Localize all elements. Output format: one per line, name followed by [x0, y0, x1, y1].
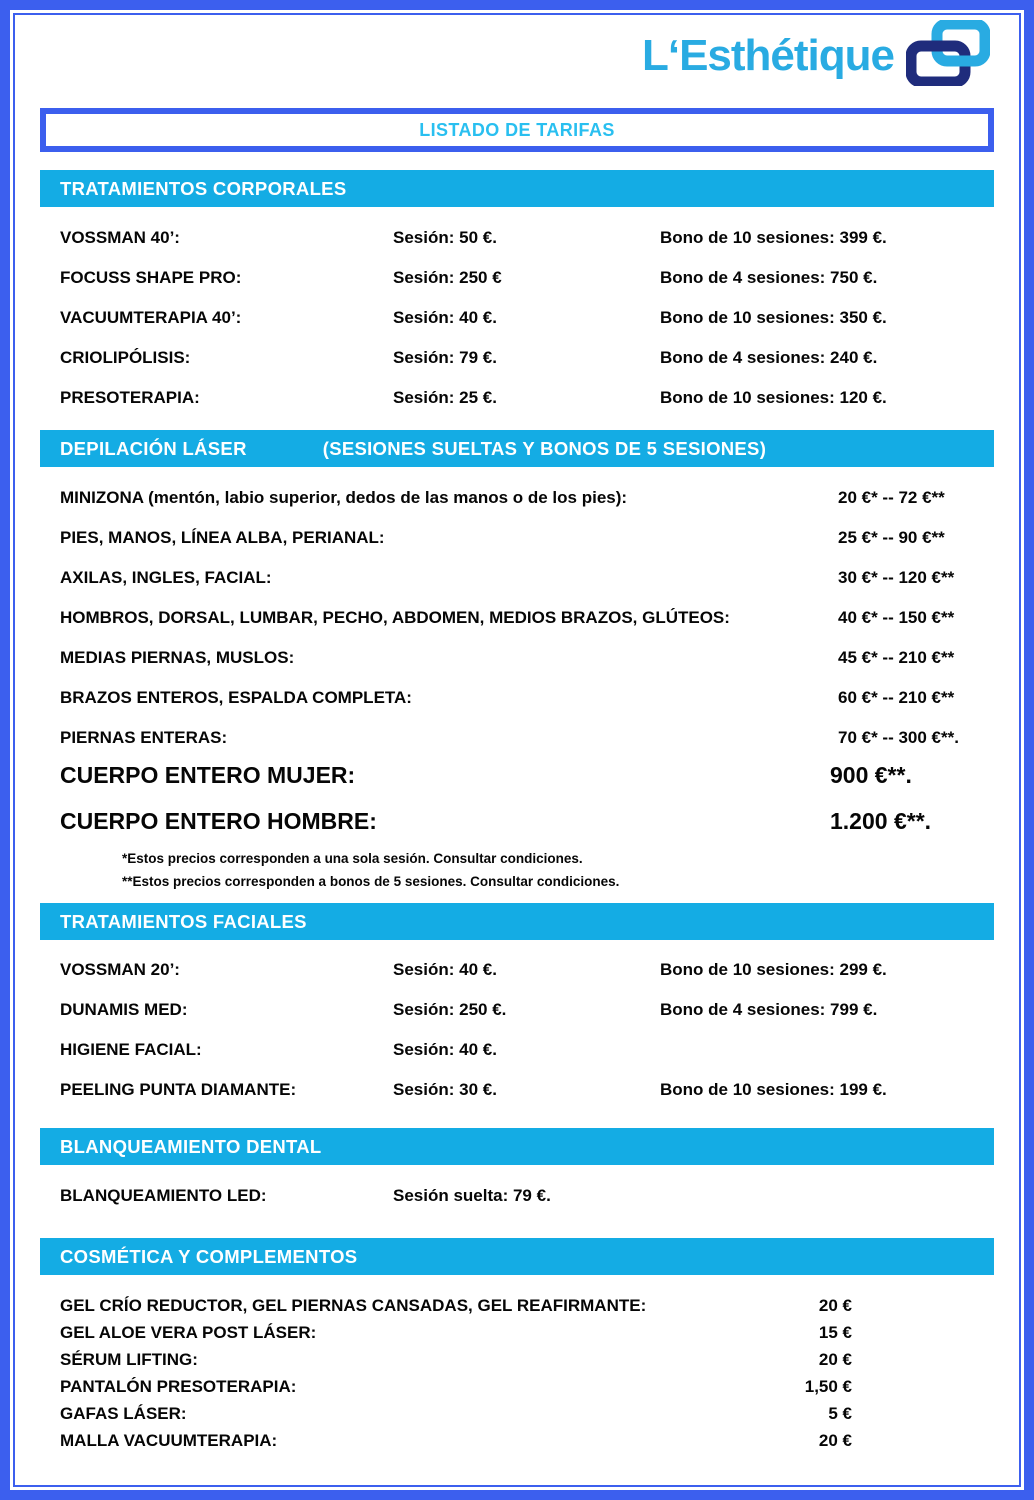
table-row [40, 990, 994, 1030]
bundle-price: Bono de 10 sesiones: 120 €. [660, 388, 887, 407]
session-price: Sesión suelta: 79 €. [393, 1186, 551, 1205]
table-row [40, 678, 994, 718]
product-price: 20 € [818, 1295, 852, 1315]
laser-footnotes [40, 847, 994, 893]
bundle-price: Bono de 4 sesiones: 799 €. [660, 1000, 878, 1019]
table-row [40, 1427, 994, 1454]
zone-name: CUERPO ENTERO HOMBRE: [60, 807, 377, 834]
session-price: Sesión: 40 €. [393, 960, 497, 979]
section-header-note: (SESIONES SUELTAS Y BONOS DE 5 SESIONES) [322, 437, 767, 459]
zone-name: AXILAS, INGLES, FACIAL: [60, 568, 272, 587]
product-name: PANTALÓN PRESOTERAPIA: [60, 1376, 297, 1396]
table-row [40, 950, 994, 990]
laser-fullbody-table [40, 752, 994, 844]
treatment-name: BLANQUEAMIENTO LED: [60, 1186, 267, 1205]
product-name: SÉRUM LIFTING: [60, 1349, 198, 1369]
zone-name: MINIZONA (mentón, labio superior, dedos de las manos o de los pies): [60, 488, 628, 507]
bundle-price: Bono de 10 sesiones: 199 €. [660, 1080, 887, 1099]
footnote-bundle: **Estos precios corresponden a bonos de 5 sesiones. Consultar condiciones. [122, 874, 620, 889]
table-row [40, 518, 994, 558]
bundle-price: Bono de 10 sesiones: 399 €. [660, 228, 887, 247]
section-header-label: TRATAMIENTOS FACIALES [60, 910, 307, 932]
session-price: Sesión: 79 €. [393, 348, 497, 367]
zone-name: CUERPO ENTERO MUJER: [60, 761, 356, 788]
product-name: GAFAS LÁSER: [60, 1403, 187, 1423]
price-list-title-box [40, 108, 994, 152]
section-header-faciales [40, 903, 994, 940]
treatment-name: VOSSMAN 40’: [60, 228, 180, 247]
section-header-label: TRATAMIENTOS CORPORALES [60, 177, 347, 199]
table-row [40, 798, 994, 844]
table-row [40, 298, 994, 338]
product-name: GEL CRÍO REDUCTOR, GEL PIERNAS CANSADAS, GEL REAFIRMANTE: [60, 1295, 647, 1315]
zone-name: BRAZOS ENTEROS, ESPALDA COMPLETA: [60, 688, 412, 707]
table-row [40, 478, 994, 518]
session-price: Sesión: 40 €. [393, 308, 497, 327]
table-row [40, 258, 994, 298]
zone-price: 30 €* -- 120 €** [838, 568, 955, 587]
faciales-table [40, 950, 994, 1110]
table-row [40, 378, 994, 418]
section-header-label: COSMÉTICA Y COMPLEMENTOS [60, 1245, 358, 1267]
session-price: Sesión: 250 € [393, 268, 502, 287]
zone-name: MEDIAS PIERNAS, MUSLOS: [60, 648, 295, 667]
zone-price: 70 €* -- 300 €**. [838, 728, 959, 747]
chain-links-icon [906, 20, 990, 91]
product-price: 20 € [818, 1430, 852, 1450]
table-row [40, 1400, 994, 1427]
corporales-table [40, 218, 994, 418]
zone-price: 900 €**. [830, 761, 912, 788]
treatment-name: PRESOTERAPIA: [60, 388, 200, 407]
bundle-price: Bono de 10 sesiones: 350 €. [660, 308, 887, 327]
table-row [40, 1346, 994, 1373]
zone-name: PIES, MANOS, LÍNEA ALBA, PERIANAL: [60, 528, 385, 547]
session-price: Sesión: 25 €. [393, 388, 497, 407]
table-row [40, 598, 994, 638]
section-header-cosmetica [40, 1238, 994, 1275]
table-row [40, 638, 994, 678]
treatment-name: HIGIENE FACIAL: [60, 1040, 202, 1059]
section-header-dental [40, 1128, 994, 1165]
section-header-label: BLANQUEAMIENTO DENTAL [60, 1135, 322, 1157]
brand-name: L‘Esthétique [641, 30, 894, 80]
product-price: 15 € [818, 1322, 852, 1342]
product-name: GEL ALOE VERA POST LÁSER: [60, 1322, 317, 1342]
treatment-name: CRIOLIPÓLISIS: [60, 348, 191, 367]
section-header-label: DEPILACIÓN LÁSER [60, 437, 247, 459]
table-row [40, 338, 994, 378]
table-row [40, 1373, 994, 1400]
zone-price: 1.200 €**. [830, 807, 932, 834]
session-price: Sesión: 40 €. [393, 1040, 497, 1059]
footnote-single-session: *Estos precios corresponden a una sola sesión. Consultar condiciones. [122, 851, 583, 866]
table-row [40, 1176, 994, 1216]
page-title: LISTADO DE TARIFAS [419, 119, 615, 140]
zone-name: HOMBROS, DORSAL, LUMBAR, PECHO, ABDOMEN, MEDIOS BRAZOS, GLÚTEOS: [60, 608, 730, 627]
table-row [40, 752, 994, 798]
product-price: 1,50 € [804, 1376, 852, 1396]
product-price: 20 € [818, 1349, 852, 1369]
product-price: 5 € [828, 1403, 852, 1423]
zone-price: 45 €* -- 210 €** [838, 648, 955, 667]
table-row [40, 1292, 994, 1319]
treatment-name: DUNAMIS MED: [60, 1000, 188, 1019]
treatment-name: VACUUMTERAPIA 40’: [60, 308, 242, 327]
treatment-name: PEELING PUNTA DIAMANTE: [60, 1080, 297, 1099]
zone-price: 20 €* -- 72 €** [838, 488, 945, 507]
session-price: Sesión: 250 €. [393, 1000, 507, 1019]
brand-logo [642, 20, 990, 91]
zone-price: 25 €* -- 90 €** [838, 528, 945, 547]
bundle-price: Bono de 10 sesiones: 299 €. [660, 960, 887, 979]
table-row [40, 1070, 994, 1110]
laser-table [40, 478, 994, 758]
cosmetica-table [40, 1292, 994, 1454]
dental-table [40, 1176, 994, 1216]
section-header-laser [40, 430, 994, 467]
table-row [40, 1319, 994, 1346]
session-price: Sesión: 30 €. [393, 1080, 497, 1099]
treatment-name: VOSSMAN 20’: [60, 960, 180, 979]
zone-name: PIERNAS ENTERAS: [60, 728, 228, 747]
session-price: Sesión: 50 €. [393, 228, 497, 247]
bundle-price: Bono de 4 sesiones: 240 €. [660, 348, 878, 367]
bundle-price: Bono de 4 sesiones: 750 €. [660, 268, 878, 287]
table-row [40, 218, 994, 258]
section-header-corporales [40, 170, 994, 207]
table-row [40, 1030, 994, 1070]
zone-price: 40 €* -- 150 €** [838, 608, 955, 627]
treatment-name: FOCUSS SHAPE PRO: [60, 268, 242, 287]
product-name: MALLA VACUUMTERAPIA: [60, 1430, 278, 1450]
table-row [40, 558, 994, 598]
zone-price: 60 €* -- 210 €** [838, 688, 955, 707]
